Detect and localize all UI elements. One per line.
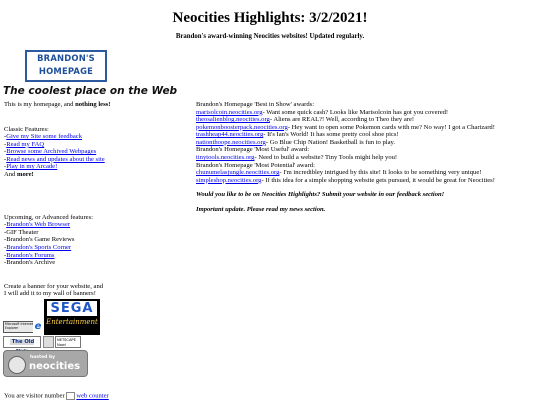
most-potential-heading: Brandon's Homepage 'Most Potential' award: [196,161,315,169]
award-site-link[interactable]: pokemonboosterpack.neocities.org [196,123,288,131]
award-desc: - If this idea for a simple shopping website gets pursued, it would be great for Neocities! [261,176,495,184]
award-item [196,177,536,185]
intro-text [4,101,189,109]
award-item [196,154,536,162]
logo-line-2: HOMEPAGE [38,66,94,76]
ie-logo-icon: e [34,321,42,332]
banner-wall [3,299,113,379]
best-in-show-heading: Brandon's Homepage 'Best in Show' awards: [196,101,315,108]
homepage-logo [3,50,178,97]
classic-item-feedback: -Give my Site some feedback [4,133,83,141]
and-more-bold: more! [17,171,34,179]
important-update: Important update. Please read my news section. [196,205,326,213]
banner-wall-line-1: Create a banner for your website, and [4,282,104,290]
award-desc: - I'm incredibley intrigued by this site! It looks to be something very unique! [279,169,482,177]
submit-note: Would you like to be on Neocities Highlights? Submit your website in our feedback section! [196,191,445,199]
award-site-link[interactable]: trashheap44.neocities.org [196,131,264,139]
classic-heading: Classic Features: [4,125,49,133]
web-counter-link[interactable]: web counter [76,392,109,400]
upcoming-item-reviews: -Brandon's Game Reviews [4,236,75,244]
gif-theater-text: GIF Theater [6,228,39,236]
archive-text: Brandon's Archive [6,259,56,267]
neocities-cat-icon [8,356,26,374]
awards-column [196,101,536,214]
web-browser-link[interactable]: Brandon's Web Browser [6,221,71,229]
award-site-link[interactable]: tinytools.neocities.org [196,154,255,162]
logo-box [25,50,107,82]
award-site-link[interactable]: simpleshop.neocities.org [196,176,262,184]
feedback-link[interactable]: Give my Site some feedback [6,133,83,141]
oldnet-banner[interactable] [3,336,41,348]
award-desc: - Hey want to open some Pokemon cards with me? No way! I got a Charizard! [287,123,495,131]
and-more-text [4,171,189,179]
web-counter-image [66,392,75,400]
award-desc: - It's Ian's World! It has some pretty cool shoe pics! [263,131,399,139]
forums-link[interactable]: Brandon's Forums [6,251,55,259]
award-item [196,109,536,117]
sega-banner[interactable] [44,299,100,335]
classic-item-news: -Read news and updates about the site [4,155,105,163]
award-item [196,116,536,124]
award-site-link[interactable]: theosalienblog.neocities.org [196,116,270,124]
news-link[interactable]: Read news and updates about the site [6,155,105,163]
page-subtitle: Brandon's award-winning Neocities websites! Updated regularly. [175,33,365,40]
ie-banner-text: Microsoft Internet Explorer [5,322,34,330]
sega-logo: SEGA [47,301,97,316]
award-item [196,139,536,147]
intro-prefix: This is my homepage, and [4,101,76,108]
mac-icon [43,336,54,348]
award-desc: - Want some quick cash? Looks like Marisolcoin has got you covered! [262,108,449,116]
classic-item-faq: -Read my FAQ [4,140,45,148]
intro-bold: nothing less! [75,101,111,108]
award-desc: - Aliens are REAL?! Well, according to Theo they are! [269,116,415,124]
sega-entertainment: Entertainment [46,318,98,326]
neocities-label: neocities [29,361,81,372]
most-useful-heading: Brandon's Homepage 'Most Useful' award: [196,146,310,154]
arcade-link[interactable]: Play in my Arcade! [6,163,58,171]
upcoming-heading: Upcoming, or Advanced features: [4,213,93,221]
sports-corner-link[interactable]: Brandon's Sports Corner [6,243,72,251]
archived-webpages-link[interactable]: Browse some Archived Webpages [6,148,97,156]
upcoming-item-browser: -Brandon's Web Browser [4,221,71,229]
neocities-hosted-by: hosted by [30,355,56,360]
page-title: Neocities Highlights: 3/2/2021! [172,10,368,26]
game-reviews-text: Brandon's Game Reviews [6,236,75,244]
neocities-banner[interactable] [3,350,88,377]
upcoming-item-archive: -Brandon's Archive [4,259,56,267]
faq-link[interactable]: Read my FAQ [6,140,45,148]
award-item [196,131,536,139]
logo-tagline: The coolest place on the Web [3,85,178,97]
award-site-link[interactable]: chunumelasjungle.neocities.org [196,169,280,177]
award-site-link[interactable]: nationthoope.neocities.org [196,138,266,146]
award-item [196,169,536,177]
award-site-link[interactable]: marisolcoin.neocities.org [196,108,263,116]
logo-line-1: BRANDON'S [37,53,95,63]
left-column [4,101,189,298]
upcoming-item-forums: -Brandon's Forums [4,251,55,259]
upcoming-item-sports: -Brandon's Sports Corner [4,243,72,251]
and-more-prefix: And [4,171,18,179]
upcoming-item-gif: -GIF Theater [4,228,39,236]
visitor-prefix: You are visitor number [4,392,67,400]
award-desc: - Need to build a website? Tiny Tools might help you! [254,154,398,162]
netscape-banner[interactable] [55,336,81,348]
classic-item-archive: -Browse some Archived Webpages [4,148,97,156]
award-desc: - Go Blue Chip Nation! Basketball is fun to play. [265,138,396,146]
netscape-banner-text: NETSCAPE Now! [57,338,76,347]
award-item [196,124,536,132]
banner-wall-line-2: I will add it to my wall of banners! [4,290,96,298]
oldnet-banner-text: The Old [10,339,34,355]
classic-item-arcade: -Play in my Arcade! [4,163,58,171]
visitor-counter [4,392,109,400]
